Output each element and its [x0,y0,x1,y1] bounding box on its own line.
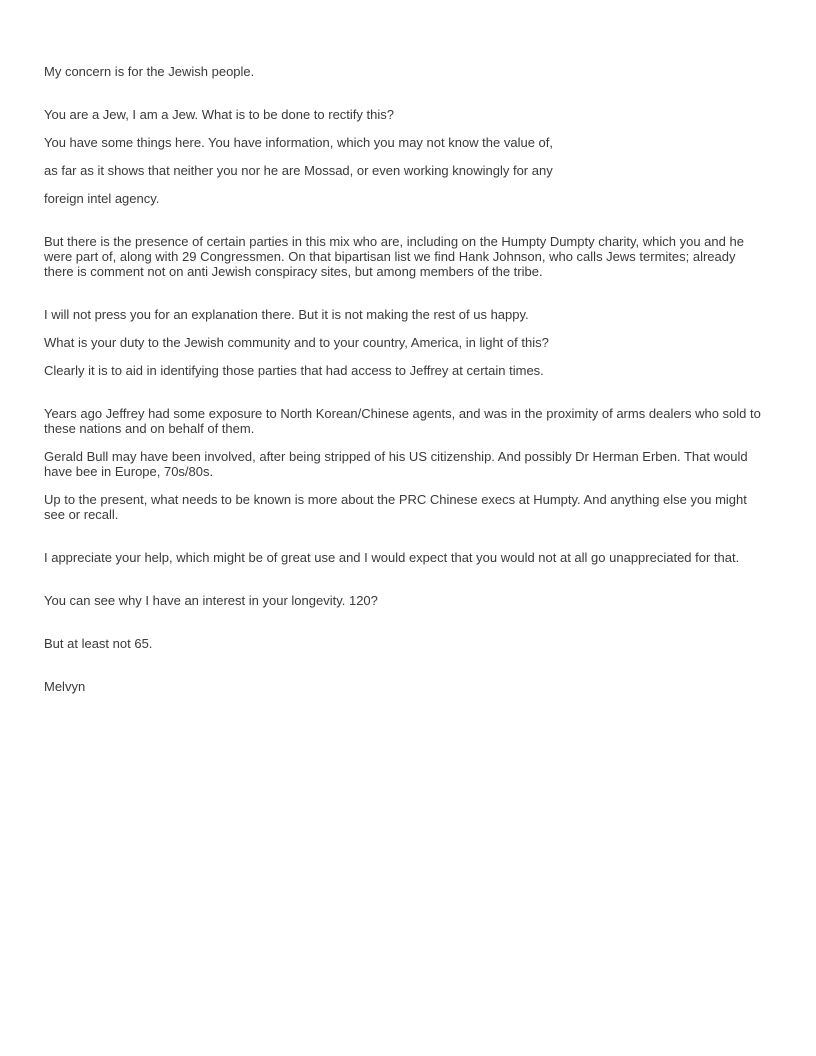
paragraph: But there is the presence of certain parties in this mix who are, including on the Humpty Dumpty charity, which you and he were part of, along with 29 Congressmen. On that bipartisan list we find Hank Johnson, who calls Jews termites; already there is comment not on anti Jewish conspiracy sites, but among members of the tribe. [44,234,744,279]
paragraph: Clearly it is to aid in identifying those parties that had access to Jeffrey at certain times. [44,363,544,378]
paragraph: I will not press you for an explanation there. But it is not making the rest of us happy. [44,307,529,322]
paragraph: What is your duty to the Jewish community and to your country, America, in light of this? [44,335,549,350]
paragraph: Years ago Jeffrey had some exposure to North Korean/Chinese agents, and was in the proximity of arms dealers who sold to these nations and on behalf of them. [44,406,761,436]
paragraph: Gerald Bull may have been involved, after being stripped of his US citizenship. And possibly Dr Herman Erben. That would have bee in Europe, 70s/80s. [44,449,748,479]
paragraph: You are a Jew, I am a Jew. What is to be done to rectify this? [44,107,394,122]
paragraph: My concern is for the Jewish people. [44,64,255,79]
paragraph: Up to the present, what needs to be known is more about the PRC Chinese execs at Humpty. And anything else you might see or recall. [44,492,747,522]
paragraph: I appreciate your help, which might be of great use and I would expect that you would not at all go unappreciated for that. [44,550,740,565]
signature: Melvyn [44,679,86,694]
paragraph: You can see why I have an interest in your longevity. 120? [44,593,378,608]
paragraph: foreign intel agency. [44,191,160,206]
paragraph: You have some things here. You have information, which you may not know the value of, [44,135,554,150]
paragraph: as far as it shows that neither you nor he are Mossad, or even working knowingly for any [44,163,553,178]
paragraph: But at least not 65. [44,636,153,651]
